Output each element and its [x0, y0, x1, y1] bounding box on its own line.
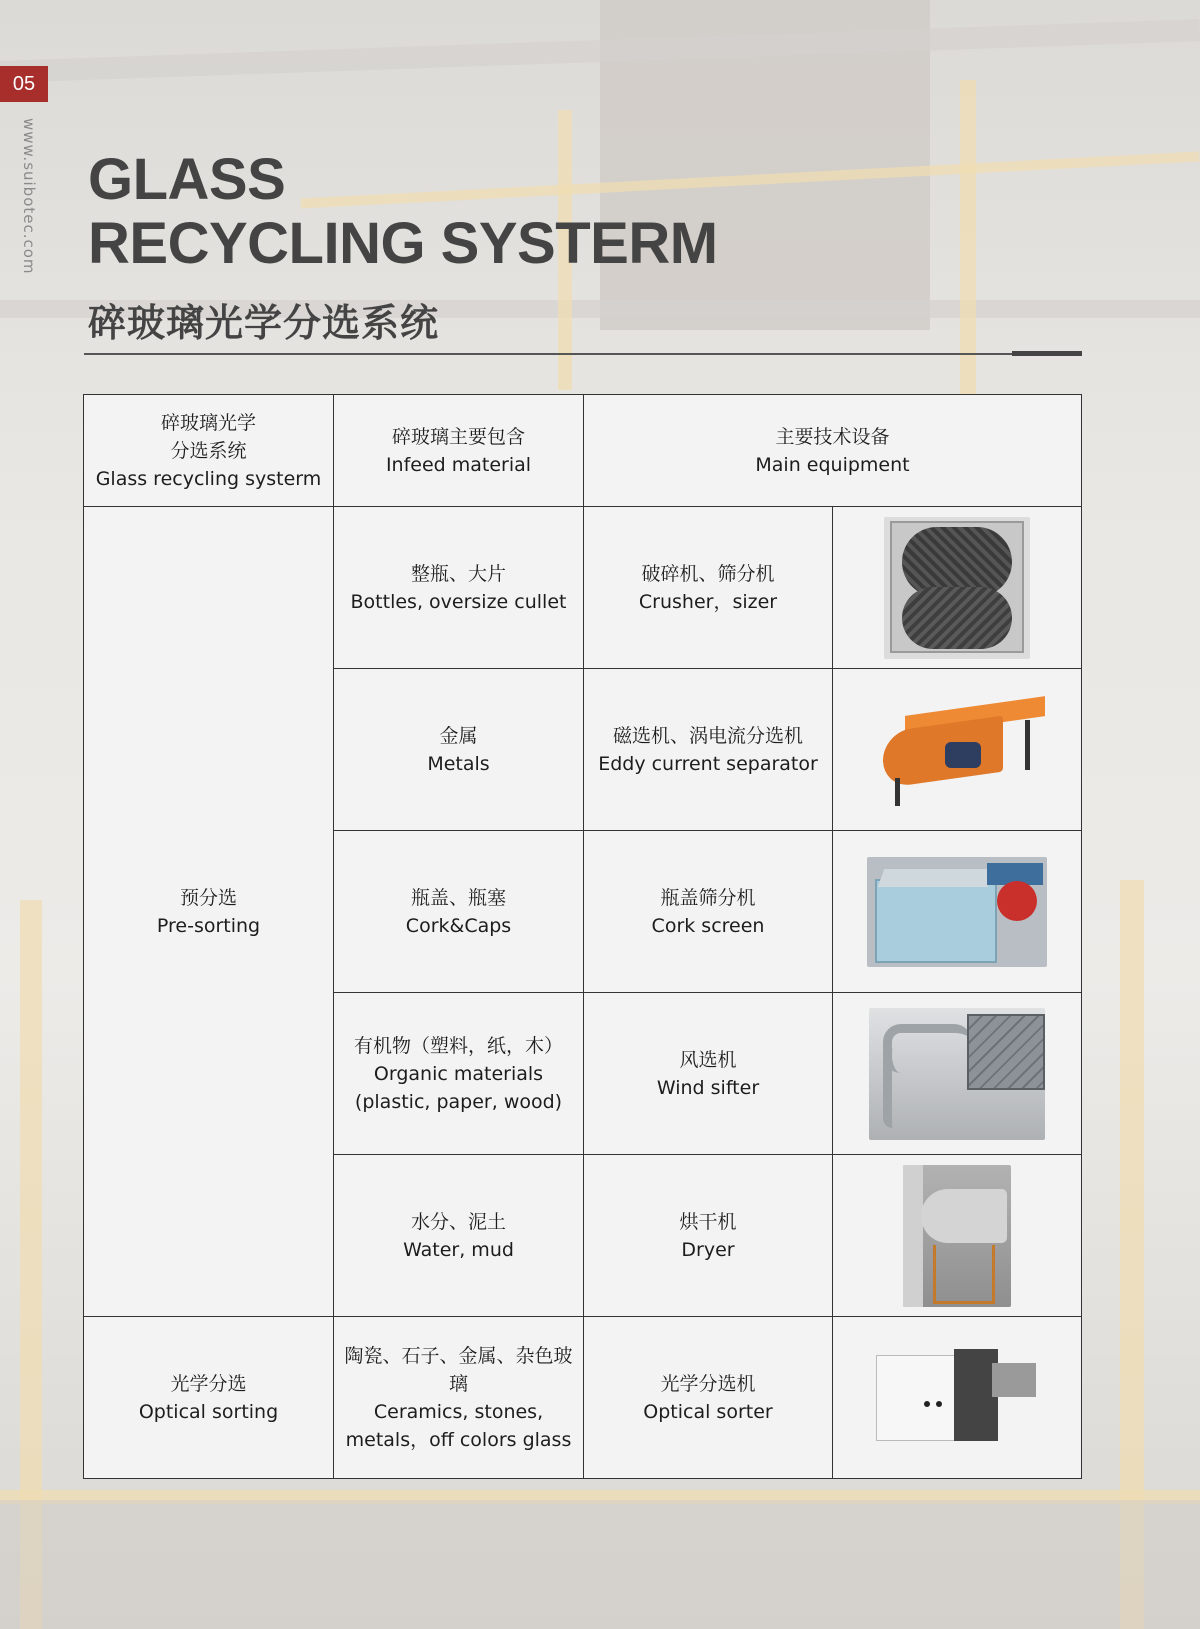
page-subtitle: 碎玻璃光学分选系统	[88, 301, 440, 345]
equipment-cell: 磁选机、涡电流分选机 Eddy current separator	[584, 669, 833, 831]
table-row	[84, 1317, 1082, 1479]
group-pre-sorting: 预分选 Pre-sorting	[84, 507, 334, 1317]
material-cell: 水分、泥土 Water, mud	[334, 1155, 584, 1317]
crusher-image	[884, 517, 1030, 659]
equipment-cell: 风选机 Wind sifter	[584, 993, 833, 1155]
equipment-cell: 烘干机 Dryer	[584, 1155, 833, 1317]
material-cell: 陶瓷、石子、金属、杂色玻璃 Ceramics, stones, metals，off colors glass	[334, 1317, 584, 1479]
table-header-row	[84, 395, 1082, 507]
material-cell: 金属 Metals	[334, 669, 584, 831]
header-system: 碎玻璃光学 分选系统 Glass recycling systerm	[84, 395, 334, 507]
equipment-image-cell	[833, 831, 1082, 993]
header-equipment: 主要技术设备 Main equipment	[584, 395, 1082, 507]
eddy-current-separator-image	[865, 690, 1049, 810]
equipment-cell: 瓶盖筛分机 Cork screen	[584, 831, 833, 993]
title-line-1: GLASS	[88, 147, 286, 212]
cork-screen-image	[867, 857, 1047, 967]
group-optical-sorting: 光学分选 Optical sorting	[84, 1317, 334, 1479]
page-number: 05	[0, 66, 48, 102]
equipment-table	[83, 394, 1082, 1479]
wind-sifter-image	[869, 1008, 1045, 1140]
equipment-image-cell	[833, 1317, 1082, 1479]
equipment-image-cell	[833, 507, 1082, 669]
material-cell: 整瓶、大片 Bottles, oversize cullet	[334, 507, 584, 669]
dryer-image	[903, 1165, 1011, 1307]
equipment-image-cell	[833, 1155, 1082, 1317]
header-material: 碎玻璃主要包含 Infeed material	[334, 395, 584, 507]
website-url: www.suibotec.com	[20, 118, 38, 275]
equipment-cell: 光学分选机 Optical sorter	[584, 1317, 833, 1479]
material-cell: 有机物（塑料，纸，木） Organic materials (plastic, paper, wood)	[334, 993, 584, 1155]
equipment-image-cell	[833, 993, 1082, 1155]
title-divider	[84, 353, 1080, 355]
equipment-cell: 破碎机、筛分机 Crusher，sizer	[584, 507, 833, 669]
optical-sorter-image	[872, 1345, 1042, 1451]
table-row	[84, 507, 1082, 669]
title-divider-accent	[1012, 351, 1082, 356]
equipment-image-cell	[833, 669, 1082, 831]
title-line-2: RECYCLING SYSTERM	[88, 211, 718, 276]
page-title	[88, 148, 718, 276]
material-cell: 瓶盖、瓶塞 Cork&Caps	[334, 831, 584, 993]
